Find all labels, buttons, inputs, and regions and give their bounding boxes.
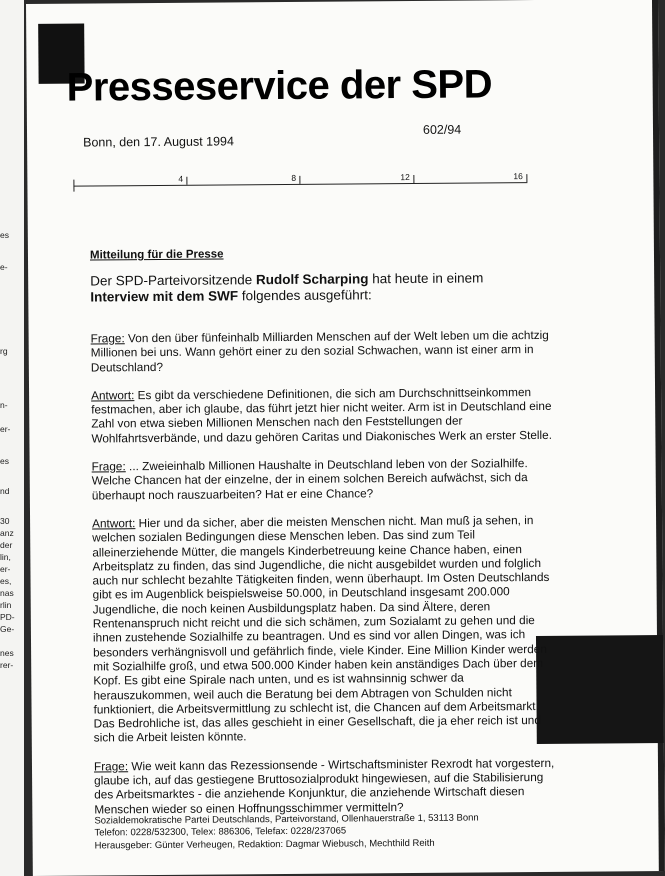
qa-text: Von den über fünfeinhalb Milliarden Menschen auf der Welt leben um die achtzig Millionen bei uns. Wann gehört einer zu den sozial Schwachen, wann ist einer arm in Deutschland? — [90, 327, 549, 375]
qa-paragraph — [92, 513, 562, 745]
prev-page-fragment: er- — [0, 564, 11, 574]
qa-label: Frage: — [90, 331, 125, 346]
press-release-page — [26, 0, 665, 876]
qa-paragraph — [92, 456, 560, 503]
ruler-mark-12: 12 — [400, 171, 410, 183]
footer-line-contact: Telefon: 0228/532300, Telex: 886306, Telefax: 0228/237065 — [94, 825, 347, 839]
prev-page-fragment: e- — [0, 262, 8, 272]
ruler — [73, 171, 527, 196]
document-number: 602/94 — [422, 122, 462, 137]
prev-page-fragment: 30 — [0, 516, 10, 526]
prev-page-fragment: nd — [0, 486, 10, 496]
ruler-start-tick — [73, 180, 74, 192]
footer-line-organization: Sozialdemokratische Partei Deutschlands, Parteivorstand, Ollenhauerstraße 1, 53113 Bonn — [94, 812, 479, 827]
intro-text-post: folgendes ausgeführt: — [238, 287, 372, 304]
qa-text: ... Zweieinhalb Millionen Haushalte in Deutschland leben von der Sozialhilfe. Welche Chancen hat der einzelne, der in einem solchen Bereich aufwächst, sich da überhaupt noch rauszuarbeiten? Hat er eine Chance? — [91, 456, 528, 503]
prev-page-fragment: rg — [0, 346, 8, 356]
qa-text: Wie weit kann das Rezessionsende - Wirtschaftsminister Rexrodt hat vorgestern, glaube ich, auf das gestiegene Bruttosozialprodukt hingewiesen, auf die Stabilisierung des Arbeitsmarktes - die anziehende Konjunktur, die anziehende Wirtschaft diesen Menschen wieder so einen Hoffnungsschimmer vermitteln? — [94, 755, 555, 817]
section-heading: Mitteilung für die Presse — [89, 248, 224, 262]
speaker-name: Rudolf Scharping — [255, 271, 369, 288]
prev-page-fragment: er- — [0, 424, 11, 434]
prev-page-fragment: rlin — [0, 600, 12, 610]
ruler-tick — [186, 177, 187, 185]
qa-text: Hier und da sicher, aber die meisten Menschen nicht. Man muß ja sehen, in welchen sozialen Bedingungen diese Menschen leben. Das sind zum Teil alleinerziehende Mütter, die mangels Kinderbetreuung keine Chance haben, einen Arbeitsplatz zu finden, das sind Jugendliche, die nicht ausgebildet wurden und folglich auch nur schlecht bezahlte Tätigkeiten finden, wenn überhaupt. Im Osten Deutschlands gibt es im Augenblick beispielsweise 50.000, in Deutschland insgesamt 200.000 Jugendliche, die noch keinen Ausbildungsplatz haben. Da sind Ältere, deren Rentenanspruch nicht reicht und die sich schämen, zum Sozialamt zu gehen und die ihnen zustehende Sozialhilfe zu beantragen. Und es sind vor allen Dingen, was ich besonders verhängnisvoll und gefährlich finde, viele Kinder. Eine Million Kinder werden mit Sozialhilfe groß, und etwa 500.000 Kinder haben kein anständiges Dach über dem Kopf. Es gibt eine Spirale nach unten, und es ist wahnsinnig schwer da herauszukommen, weil auch die Beratung bei dem Abtragen von Schulden nicht funktioniert, die Arbeitsvermittlung zu schlecht ist, die Chancen auf dem Arbeitsmarkt. Das Bedrohliche ist, das alles geschieht in einer Gesellschaft, die ja eher reich ist und sich die Arbeit leisten könnte. — [92, 512, 550, 745]
prev-page-fragment: PD- — [0, 612, 15, 622]
prev-page-fragment: Ge- — [0, 624, 15, 634]
qa-paragraph — [91, 385, 559, 446]
qa-label: Frage: — [93, 758, 129, 774]
footer-line-editors: Herausgeber: Günter Verheugen, Redaktion: Dagmar Wiebusch, Mechthild Reith — [94, 837, 435, 852]
qa-label: Antwort: — [91, 388, 135, 403]
footer-address — [94, 812, 554, 853]
prev-page-fragment: n- — [0, 400, 8, 410]
qa-label: Frage: — [91, 459, 126, 474]
ruler-line — [73, 182, 527, 187]
qa-text: Es gibt da verschiedene Definitionen, die sich am Durchschnittseinkommen festmachen, aber ich glaube, das führt jetzt hier nicht weiter. Arm ist in Deutschland eine Zahl von etwa sieben Millionen Menschen nach den Feststellungen der Wohlfahrtsverbände, und dazu gehören Caritas und Diakonisches Werk an erster Stelle. — [91, 384, 553, 446]
previous-page-strip — [0, 0, 24, 876]
prev-page-fragment: es, — [0, 576, 12, 586]
ruler-tick — [526, 174, 527, 182]
ruler-tick — [299, 176, 300, 184]
intro-text-pre: Der SPD-Parteivorsitzende — [90, 272, 257, 289]
prev-page-fragment: rer- — [0, 660, 14, 670]
dateline: Bonn, den 17. August 1994 — [83, 134, 234, 150]
ruler-mark-4: 4 — [178, 173, 184, 184]
prev-page-fragment: der — [0, 540, 13, 550]
intro-text-mid: hat heute in einem — [368, 270, 484, 287]
prev-page-fragment: es — [0, 456, 9, 466]
qa-paragraph — [94, 756, 562, 817]
ruler-mark-16: 16 — [513, 171, 523, 182]
ruler-tick — [413, 175, 414, 183]
interview-source: Interview mit dem SWF — [90, 288, 239, 305]
intro-paragraph — [90, 270, 558, 306]
qa-label: Antwort: — [92, 516, 136, 531]
page-title: Presseservice der SPD — [66, 62, 493, 110]
prev-page-fragment: lin, — [0, 552, 11, 562]
ruler-mark-8: 8 — [291, 172, 297, 183]
prev-page-fragment: nes — [0, 648, 14, 658]
body-content — [90, 246, 563, 831]
qa-paragraph — [91, 328, 559, 375]
prev-page-fragment: nas — [0, 588, 14, 598]
prev-page-fragment: anz — [0, 528, 14, 538]
prev-page-fragment: es — [0, 230, 9, 240]
